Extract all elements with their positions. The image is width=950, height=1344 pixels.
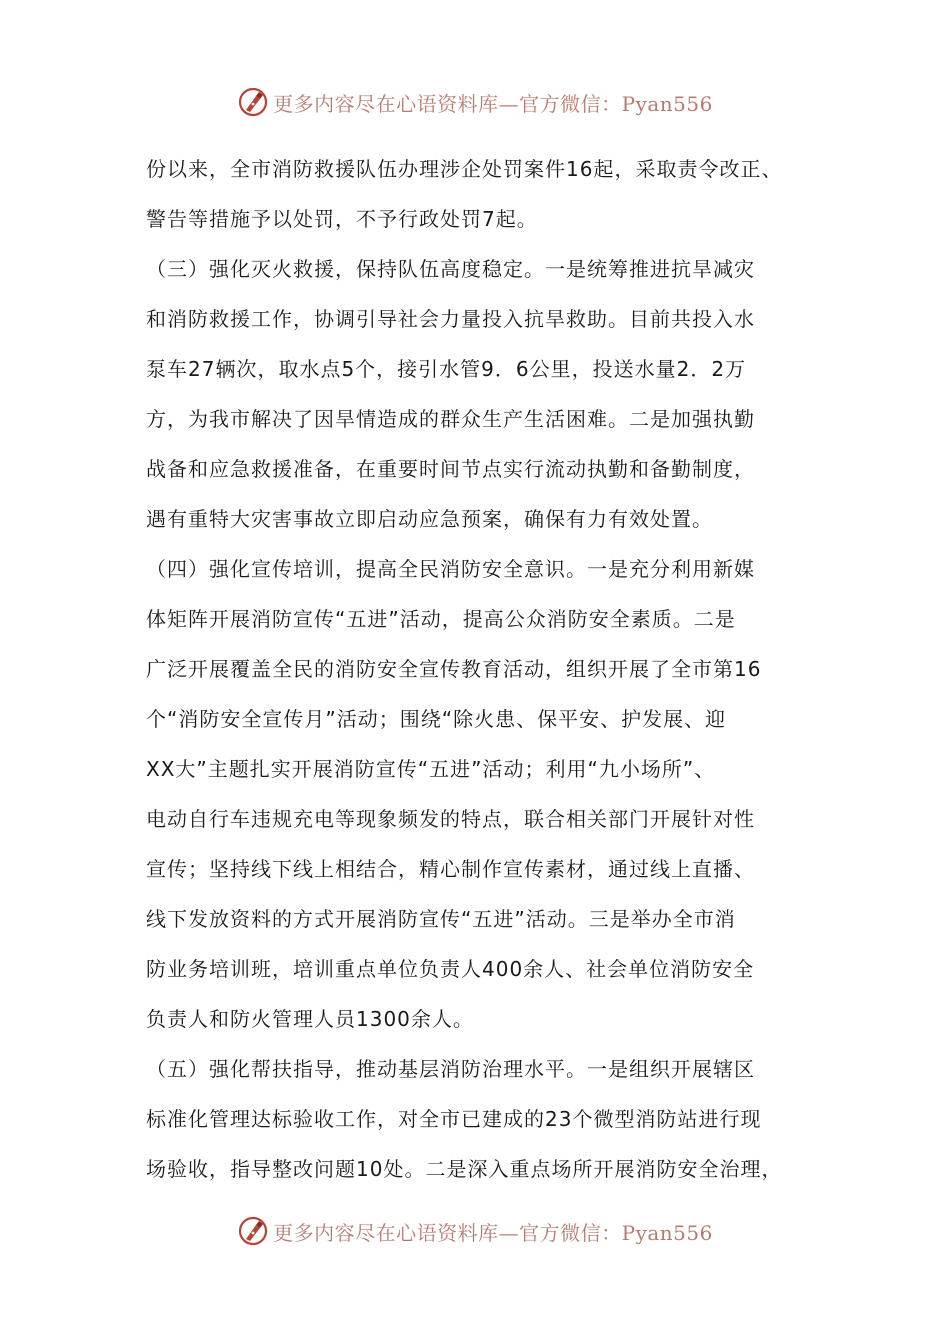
text-line: 方，为我市解决了因旱情造成的群众生产生活困难。二是加强执勤: [146, 407, 755, 431]
text-line: 警告等措施予以处罚，不予行政处罚7起。: [146, 207, 538, 231]
text-line: 线下发放资料的方式开展消防宣传“五进”活动。三是举办全市消: [146, 907, 736, 931]
text-line: 份以来，全市消防救援队伍办理涉企处罚案件16起，采取责令改正、: [146, 157, 783, 181]
banner-text: 更多内容尽在心语资料库—官方微信：Pyan556: [273, 91, 713, 116]
text-line: 泵车27辆次，取水点5个，接引水管9．6公里，投送水量2．2万: [146, 357, 747, 381]
text-line: （三）强化灭火救援，保持队伍高度稳定。一是统筹推进抗旱减灾: [146, 257, 755, 281]
text-line: 战备和应急救援准备，在重要时间节点实行流动执勤和备勤制度，: [146, 457, 755, 481]
text-line: XX大”主题扎实开展消防宣传“五进”活动；利用“九小场所”、: [146, 757, 716, 781]
text-line: 宣传；坚持线下线上相结合，精心制作宣传素材，通过线上直播、: [146, 857, 755, 881]
text-line: 防业务培训班，培训重点单位负责人400余人、社会单位消防安全: [146, 957, 755, 981]
text-line: 负责人和防火管理人员1300余人。: [146, 1007, 474, 1031]
header-banner: [0, 82, 950, 122]
text-line: 遇有重特大灾害事故立即启动应急预案，确保有力有效处置。: [146, 507, 713, 531]
text-line: 体矩阵开展消防宣传“五进”活动，提高公众消防安全素质。二是: [146, 607, 736, 631]
text-line: 个“消防安全宣传月”活动；围绕“除火患、保平安、护发展、迎: [146, 707, 727, 731]
text-line: 场验收，指导整改问题10处。二是深入重点场所开展消防安全治理，: [146, 1157, 783, 1181]
text-line: （五）强化帮扶指导，推动基层消防治理水平。一是组织开展辖区: [146, 1057, 755, 1081]
document-body: [146, 144, 814, 1194]
text-line: 广泛开展覆盖全民的消防安全宣传教育活动，组织开展了全市第16: [146, 657, 762, 681]
text-line: （四）强化宣传培训，提高全民消防安全意识。一是充分利用新媒: [146, 557, 755, 581]
text-line: 和消防救援工作，协调引导社会力量投入抗旱救助。目前共投入水: [146, 307, 755, 331]
text-line: 标准化管理达标验收工作，对全市已建成的23个微型消防站进行现: [146, 1107, 762, 1131]
footer-banner: [0, 1211, 950, 1251]
pen-nib-circle-icon: [237, 1215, 269, 1247]
pen-nib-circle-icon: [237, 86, 269, 118]
banner-text: 更多内容尽在心语资料库—官方微信：Pyan556: [273, 1220, 713, 1245]
text-line: 电动自行车违规充电等现象频发的特点，联合相关部门开展针对性: [146, 807, 755, 831]
